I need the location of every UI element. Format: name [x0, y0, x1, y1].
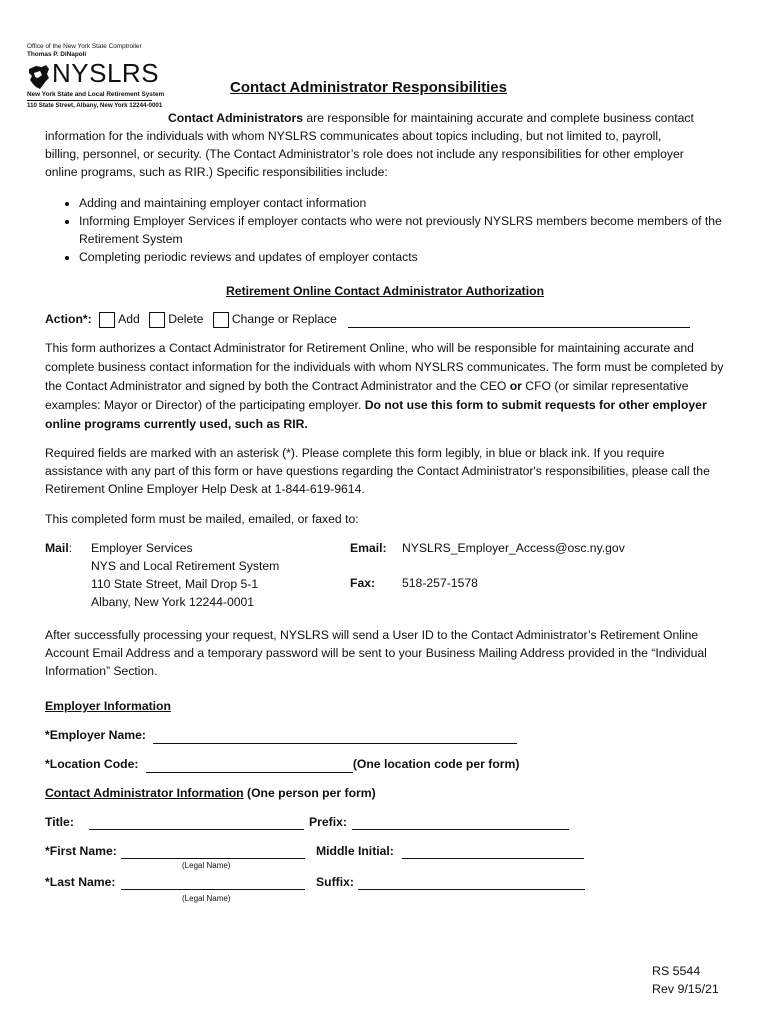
list-item: • Adding and maintaining employer contact information	[79, 194, 725, 212]
mail-address	[91, 539, 279, 611]
last-name-label: *Last Name:	[45, 875, 116, 889]
logo-brand: NYSLRS	[52, 58, 160, 88]
action-row	[45, 310, 690, 328]
intro-lead-bold: Contact Administrators	[168, 111, 303, 125]
intro-line-2: information for the individuals with whom NYSLRS communicates about topics including, but not limited to, payroll,	[45, 129, 662, 143]
suffix-field[interactable]	[358, 875, 585, 890]
prefix-field[interactable]	[352, 815, 569, 830]
contact-information-note: (One person per form)	[243, 786, 376, 800]
authorization-heading: Retirement Online Contact Administrator Authorization	[226, 284, 545, 298]
location-code-field[interactable]	[146, 758, 353, 773]
employer-information-heading: Employer Information	[45, 699, 171, 713]
form-number: RS 5544	[652, 964, 701, 978]
add-label: Add	[118, 312, 140, 326]
intro-lead-rest: are responsible for maintaining accurate and complete business contact	[302, 111, 694, 125]
mailing-block	[45, 539, 735, 615]
contact-information-heading: Contact Administrator Information	[45, 786, 244, 800]
first-name-hint: (Legal Name)	[182, 861, 231, 870]
authorization-text: This form authorizes a Contact Administrator for Retirement Online, who will be responsible for maintaining accurate and complete business contact information for the individuals with whom NYSLRS communicates. The form must be completed by the Contact Administrator and signed by both the Contract Administrator and the CEO	[45, 341, 724, 393]
logo-comptroller-office: Office of the New York State Comptroller	[27, 43, 142, 50]
delete-label: Delete	[168, 312, 204, 326]
nys-map-icon	[27, 63, 51, 91]
employer-name-row	[45, 726, 517, 744]
change-replace-checkbox[interactable]	[213, 312, 229, 328]
intro-line-3: billing, personnel, or security. (The Contact Administrator’s role does not include any responsibilities for other employer	[45, 147, 684, 161]
submission-instructions: This completed form must be mailed, emailed, or faxed to:	[45, 512, 359, 526]
change-replace-label: Change or Replace	[231, 312, 337, 326]
title-row	[45, 813, 74, 831]
page-title: Contact Administrator Responsibilities	[230, 79, 507, 96]
title-label: Title:	[45, 815, 74, 829]
middle-initial-field[interactable]	[402, 844, 584, 859]
list-item: • Informing Employer Services if employer contacts who were not previously NYSLRS members become members of the Retirement System	[79, 212, 725, 248]
fax-number: 518-257-1578	[402, 576, 478, 590]
logo-divider	[27, 100, 152, 101]
authorization-or: or	[509, 379, 522, 393]
mail-line: Albany, New York 12244-0001	[91, 595, 255, 609]
form-revision: Rev 9/15/21	[652, 982, 719, 996]
suffix-label: Suffix:	[316, 875, 354, 889]
nyslrs-logo	[27, 43, 165, 113]
authorization-warning: Do not use this form to submit requests for other employer online programs currently used, such as RIR.	[45, 398, 707, 431]
mail-line: Employer Services	[91, 541, 193, 555]
responsibilities-list	[45, 194, 725, 266]
first-name-field[interactable]	[121, 844, 305, 859]
mail-label: Mail	[45, 541, 69, 555]
logo-address: 110 State Street, Albany, New York 12244-0001	[27, 102, 163, 109]
fax-label: Fax:	[350, 576, 376, 590]
employer-name-field[interactable]	[153, 729, 517, 744]
authorization-paragraph	[45, 339, 725, 434]
location-code-label: *Location Code:	[45, 757, 139, 771]
location-code-row	[45, 755, 519, 773]
first-name-label: *First Name:	[45, 844, 117, 858]
authorization-text-2: CFO (or similar representative examples: Mayor or Director) of the participating employer.	[45, 379, 689, 412]
email-address: NYSLRS_Employer_Access@osc.ny.gov	[402, 541, 625, 555]
mail-line: NYS and Local Retirement System	[91, 559, 280, 573]
action-label: Action*:	[45, 312, 92, 326]
intro-line-4: online programs, such as RIR.) Specific responsibilities include:	[45, 165, 388, 179]
logo-system-name: New York State and Local Retirement System	[27, 91, 165, 98]
delete-checkbox[interactable]	[149, 312, 165, 328]
mail-line: 110 State Street, Mail Drop 5-1	[91, 577, 259, 591]
prefix-label: Prefix:	[309, 815, 347, 829]
employer-name-label: *Employer Name:	[45, 728, 146, 742]
last-name-field[interactable]	[121, 875, 305, 890]
after-processing-paragraph: After successfully processing your request, NYSLRS will send a User ID to the Contact Administrator’s Retirement Online Account Email Address and a temporary password will be sent to your Business Mailing Address provided in the “Individual Information” Section.	[45, 628, 707, 678]
add-checkbox[interactable]	[99, 312, 115, 328]
form-id	[652, 962, 719, 998]
contact-information-heading-row	[45, 784, 376, 802]
change-replace-field[interactable]	[348, 313, 690, 328]
location-code-note: (One location code per form)	[352, 757, 520, 771]
email-label: Email:	[350, 541, 387, 555]
mail-colon: :	[68, 541, 73, 555]
required-fields-paragraph: Required fields are marked with an asterisk (*). Please complete this form legibly, in blue or black ink. If you require assistance with any part of this form or have questions regarding the Contact Administrator's responsibilities, please call the Retirement Online Employer Help Desk at 1-844-619-9614.	[45, 446, 710, 496]
last-name-hint: (Legal Name)	[182, 894, 231, 903]
logo-comptroller-name: Thomas P. DiNapoli	[27, 51, 87, 58]
title-field[interactable]	[89, 815, 304, 830]
middle-initial-label: Middle Initial:	[316, 844, 394, 858]
intro-paragraph	[45, 109, 725, 181]
list-item: • Completing periodic reviews and updates of employer contacts	[79, 248, 725, 266]
